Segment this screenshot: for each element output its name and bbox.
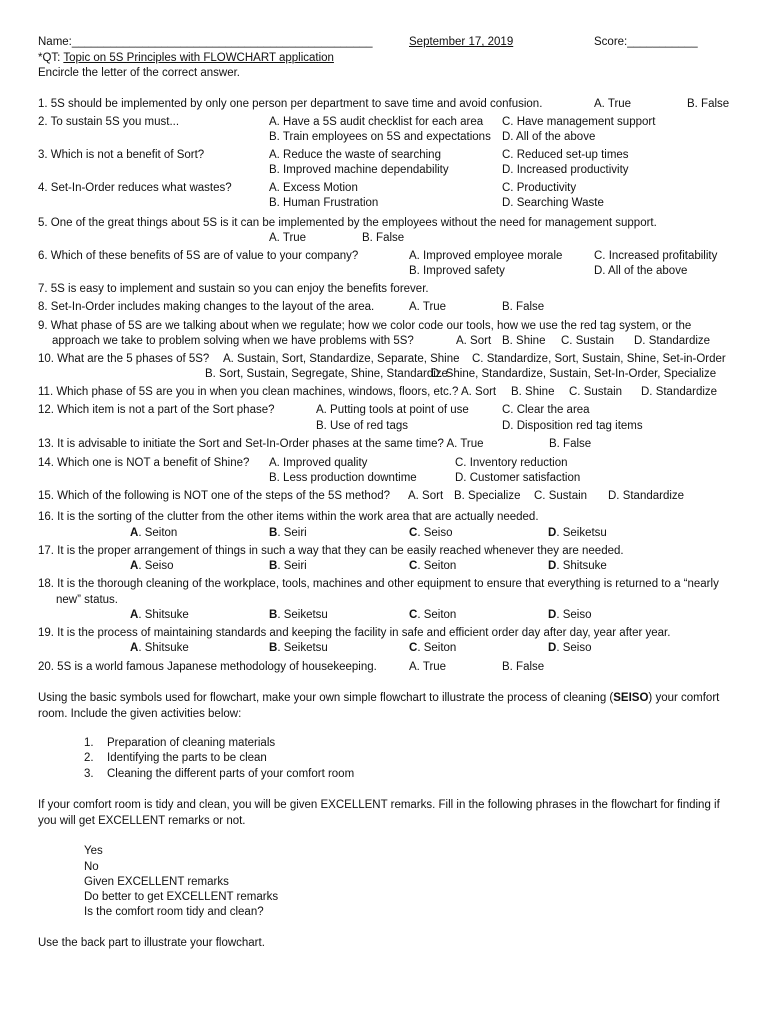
q14-option-a[interactable]: A. Improved quality: [269, 457, 368, 469]
phrase-no: No: [84, 861, 99, 873]
q20-option-b[interactable]: B. False: [502, 661, 545, 673]
q19-option-d[interactable]: D. Seiso: [548, 642, 592, 654]
q18-option-a[interactable]: A. Shitsuke: [130, 609, 189, 621]
activity-item-1: Preparation of cleaning materials: [107, 737, 276, 749]
q4-option-d[interactable]: D. Searching Waste: [502, 197, 604, 209]
date-text: September 17, 2019: [409, 36, 514, 48]
activity-item-3: Cleaning the different parts of your comfort room: [107, 768, 355, 780]
q3-option-a[interactable]: A. Reduce the waste of searching: [269, 149, 441, 161]
question-16: 16. It is the sorting of the clutter from the other items within the work area that are actually needed.: [38, 511, 539, 523]
q18-option-b[interactable]: B. Seiketsu: [269, 609, 328, 621]
q16-option-c[interactable]: C. Seiso: [409, 527, 453, 539]
q8-option-a[interactable]: A. True: [409, 301, 447, 313]
q4-option-a[interactable]: A. Excess Motion: [269, 182, 358, 194]
question-8: 8. Set-In-Order includes making changes to the layout of the area.: [38, 301, 375, 313]
q2-option-a[interactable]: A. Have a 5S audit checklist for each area: [269, 116, 484, 128]
question-15: 15. Which of the following is NOT one of the steps of the 5S method?: [38, 490, 391, 502]
q18-option-d[interactable]: D. Seiso: [548, 609, 592, 621]
question-12: 12. Which item is not a part of the Sort phase?: [38, 404, 275, 416]
question-9-cont: approach we take to problem solving when we have problems with 5S?: [52, 335, 414, 347]
q6-option-d[interactable]: D. All of the above: [594, 265, 688, 277]
q12-option-d[interactable]: D. Disposition red tag items: [502, 420, 643, 432]
q17-option-c[interactable]: C. Seiton: [409, 560, 457, 572]
question-11: 11. Which phase of 5S are you in when you clean machines, windows, floors, etc.? A. Sort: [38, 386, 497, 398]
q18-option-c[interactable]: C. Seiton: [409, 609, 457, 621]
q17-option-b[interactable]: B. Seiri: [269, 560, 307, 572]
seiso-term: SEISO: [613, 692, 649, 704]
q2-option-d[interactable]: D. All of the above: [502, 131, 596, 143]
q6-option-c[interactable]: C. Increased profitability: [594, 250, 718, 262]
q1-option-a[interactable]: A. True: [594, 98, 632, 110]
question-6: 6. Which of these benefits of 5S are of value to your company?: [38, 250, 359, 262]
q6-option-b[interactable]: B. Improved safety: [409, 265, 505, 277]
question-3: 3. Which is not a benefit of Sort?: [38, 149, 205, 161]
q3-option-c[interactable]: C. Reduced set-up times: [502, 149, 629, 161]
q19-option-b[interactable]: B. Seiketsu: [269, 642, 328, 654]
activity-number-2: 2.: [84, 752, 94, 764]
q15-option-b[interactable]: B. Specialize: [454, 490, 521, 502]
q12-option-c[interactable]: C. Clear the area: [502, 404, 590, 416]
q6-option-a[interactable]: A. Improved employee morale: [409, 250, 563, 262]
question-7: 7. 5S is easy to implement and sustain so you can enjoy the benefits forever.: [38, 283, 429, 295]
q8-option-b[interactable]: B. False: [502, 301, 545, 313]
q20-option-a[interactable]: A. True: [409, 661, 447, 673]
question-14: 14. Which one is NOT a benefit of Shine?: [38, 457, 250, 469]
name-field-label: Name:_______________________________________________: [38, 36, 373, 48]
q4-option-c[interactable]: C. Productivity: [502, 182, 577, 194]
q5-option-b[interactable]: B. False: [362, 232, 405, 244]
q2-option-b[interactable]: B. Train employees on 5S and expectations: [269, 131, 491, 143]
q16-option-a[interactable]: A. Seiton: [130, 527, 178, 539]
q17-option-a[interactable]: A. Seiso: [130, 560, 174, 572]
question-9: 9. What phase of 5S are we talking about when we regulate; how we color code our tools, how we use the red tag system, or the: [38, 320, 692, 332]
question-18: 18. It is the thorough cleaning of the workplace, tools, machines and other equipment to ensure that everything is returned to a “nearly: [38, 578, 719, 590]
remarks-instruction-line2: you will get EXCELLENT remarks or not.: [38, 815, 246, 827]
phrase-yes: Yes: [84, 845, 103, 857]
q17-option-d[interactable]: D. Shitsuke: [548, 560, 607, 572]
q19-option-a[interactable]: A. Shitsuke: [130, 642, 189, 654]
q14-option-c[interactable]: C. Inventory reduction: [455, 457, 568, 469]
q16-option-b[interactable]: B. Seiri: [269, 527, 307, 539]
activity-number-1: 1.: [84, 737, 94, 749]
q15-option-a[interactable]: A. Sort: [408, 490, 444, 502]
quiz-topic-title: Topic on 5S Principles with FLOWCHART application: [63, 52, 334, 64]
q4-option-b[interactable]: B. Human Frustration: [269, 197, 379, 209]
q11-option-b[interactable]: B. Shine: [511, 386, 555, 398]
phrase-given-excellent: Given EXCELLENT remarks: [84, 876, 229, 888]
question-4: 4. Set-In-Order reduces what wastes?: [38, 182, 232, 194]
q11-option-c[interactable]: C. Sustain: [569, 386, 623, 398]
question-20: 20. 5S is a world famous Japanese methodology of housekeeping.: [38, 661, 377, 673]
flowchart-intro-line2: room. Include the given activities below:: [38, 708, 242, 720]
q5-option-a[interactable]: A. True: [269, 232, 307, 244]
q11-option-d[interactable]: D. Standardize: [641, 386, 718, 398]
flowchart-intro: Using the basic symbols used for flowchart, make your own simple flowchart to illustrate the process of cleaning (SEISO) your comfort: [38, 692, 720, 704]
q15-option-d[interactable]: D. Standardize: [608, 490, 685, 502]
activity-number-3: 3.: [84, 768, 94, 780]
q9-option-c[interactable]: C. Sustain: [561, 335, 615, 347]
q10-option-b[interactable]: B. Sort, Sustain, Segregate, Shine, Standardize: [205, 368, 448, 380]
question-18-cont: new” status.: [56, 594, 118, 606]
closing-instruction: Use the back part to illustrate your flowchart.: [38, 937, 265, 949]
score-field-label: Score:___________: [594, 36, 698, 48]
q2-option-c[interactable]: C. Have management support: [502, 116, 656, 128]
remarks-instruction: If your comfort room is tidy and clean, you will be given EXCELLENT remarks. Fill in the following phrases in the flowchart for finding if: [38, 799, 720, 811]
q3-option-b[interactable]: B. Improved machine dependability: [269, 164, 449, 176]
quiz-topic: *QT: Topic on 5S Principles with FLOWCHART application: [38, 52, 334, 64]
phrase-do-better: Do better to get EXCELLENT remarks: [84, 891, 279, 903]
q14-option-d[interactable]: D. Customer satisfaction: [455, 472, 581, 484]
instruction-text: Encircle the letter of the correct answer.: [38, 67, 240, 79]
q19-option-c[interactable]: C. Seiton: [409, 642, 457, 654]
q14-option-b[interactable]: B. Less production downtime: [269, 472, 417, 484]
q13-option-b[interactable]: B. False: [549, 438, 592, 450]
q10-option-c[interactable]: C. Standardize, Sort, Sustain, Shine, Set-in-Order: [472, 353, 726, 365]
question-19: 19. It is the process of maintaining standards and keeping the facility in safe and efficient order day after day, year after year.: [38, 627, 671, 639]
phrase-decision-question: Is the comfort room tidy and clean?: [84, 906, 264, 918]
q9-option-d[interactable]: D. Standardize: [634, 335, 711, 347]
question-13: 13. It is advisable to initiate the Sort and Set-In-Order phases at the same time? A. True: [38, 438, 484, 450]
q10-option-a[interactable]: A. Sustain, Sort, Standardize, Separate, Shine: [223, 353, 460, 365]
q1-option-b[interactable]: B. False: [687, 98, 730, 110]
question-17: 17. It is the proper arrangement of things in such a way that they can be easily reached whenever they are needed.: [38, 545, 624, 557]
activity-item-2: Identifying the parts to be clean: [107, 752, 267, 764]
question-10: 10. What are the 5 phases of 5S?: [38, 353, 210, 365]
q16-option-d[interactable]: D. Seiketsu: [548, 527, 607, 539]
q3-option-d[interactable]: D. Increased productivity: [502, 164, 629, 176]
q12-option-a[interactable]: A. Putting tools at point of use: [316, 404, 469, 416]
q9-option-a[interactable]: A. Sort: [456, 335, 492, 347]
question-1: 1. 5S should be implemented by only one person per department to save time and avoid confusion.: [38, 98, 543, 110]
question-2: 2. To sustain 5S you must...: [38, 116, 180, 128]
q9-option-b[interactable]: B. Shine: [502, 335, 546, 347]
q12-option-b[interactable]: B. Use of red tags: [316, 420, 409, 432]
q10-option-d[interactable]: D. Shine, Standardize, Sustain, Set-In-Order, Specialize: [431, 368, 717, 380]
q15-option-c[interactable]: C. Sustain: [534, 490, 588, 502]
question-5: 5. One of the great things about 5S is it can be implemented by the employees without the need for management support.: [38, 217, 657, 229]
